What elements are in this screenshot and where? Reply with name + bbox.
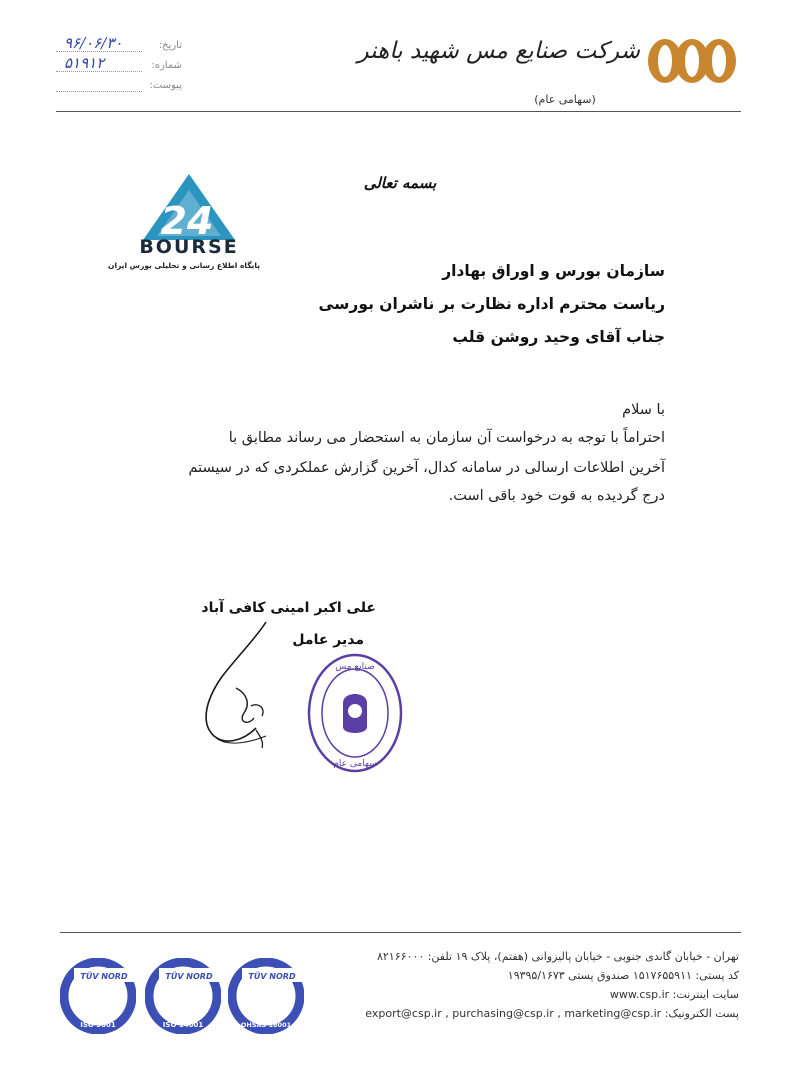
cert-iso-14001 [145, 958, 225, 1029]
footer-postal: کد پستی: ۱۵۱۷۶۵۵۹۱۱ صندوق پستی ۱۹۳۹۵/۱۶۷۳ [507, 969, 739, 982]
bourse-triangle-logo [141, 172, 237, 242]
svg-text:OHSAS 18001: OHSAS 18001 [240, 1021, 292, 1029]
svg-text:ISO 14001: ISO 14001 [162, 1021, 204, 1029]
svg-text:24: 24 [160, 199, 214, 242]
seal-text-bottom: سهامی عام [333, 759, 377, 769]
greeting: با سلام [622, 402, 665, 418]
svg-text:TÜV NORD: TÜV NORD [248, 972, 296, 981]
cert-ohsas-18001 [228, 958, 308, 1029]
footer-website: سایت اینترنت: www.csp.ir [609, 988, 739, 1001]
number-label: شماره: [151, 60, 182, 71]
svg-text:TÜV NORD: TÜV NORD [80, 972, 128, 981]
svg-text:ISO 9001: ISO 9001 [80, 1021, 116, 1029]
seal-text-top: صنایع مس [335, 662, 375, 672]
cert-iso-9001 [60, 958, 140, 1029]
number-value: ۵۱۹۱۲ [64, 54, 105, 72]
handwritten-signature [196, 618, 296, 758]
body-line-1: احتراماً با توجه به درخواست آن سازمان به استحضار می رساند مطابق با [228, 430, 665, 446]
cert-badge-icon [60, 958, 136, 1034]
signer-name: علی اکبر امینی کافی آباد [201, 600, 376, 616]
bourse-tagline: پایگاه اطلاع رسانی و تحلیلی بورس ایران [108, 261, 260, 270]
company-logo-mark [645, 38, 741, 84]
bourse-wordmark: BOURSE [139, 236, 239, 258]
company-name: شرکت صنایع مس شهید باهنر [357, 38, 640, 64]
invocation: بسمه تعالی [363, 174, 437, 192]
addressee-line-3: جناب آقای وحید روشن قلب [452, 328, 665, 346]
attachment-dotted-line [56, 91, 142, 92]
footer-address: تهران - خیابان گاندی جنوبی - خیابان پالیزوانی (هفتم)، پلاک ۱۹ تلفن: ۸۲۱۶۶۰۰۰ [376, 950, 739, 963]
body-line-3: درج گردیده به قوت خود باقی است. [448, 488, 665, 504]
addressee-line-1: سازمان بورس و اوراق بهادار [442, 262, 665, 280]
footer-email: پست الکترونیک: export@csp.ir , purchasing@csp.ir , marketing@csp.ir [365, 1007, 739, 1020]
footer-divider [60, 932, 741, 933]
date-label: تاریخ: [158, 40, 182, 51]
company-type: (سهامی عام) [534, 93, 596, 106]
signer-title: مدیر عامل [292, 632, 364, 648]
cert-badge-icon [145, 958, 221, 1034]
svg-text:TÜV NORD: TÜV NORD [165, 972, 213, 981]
attachment-label: پیوست: [149, 80, 182, 91]
attachment-field [56, 78, 182, 96]
body-line-2: آخرین اطلاعات ارسالی در سامانه کدال، آخرین گزارش عملکردی که در سیستم [188, 460, 665, 476]
date-value: ۹۶/۰۶/۳۰ [64, 34, 123, 52]
addressee-line-2: ریاست محترم اداره نظارت بر ناشران بورسی [318, 295, 665, 313]
company-seal [306, 651, 404, 776]
header-divider [56, 111, 741, 112]
number-field [56, 54, 182, 76]
cert-badge-icon [228, 958, 304, 1034]
